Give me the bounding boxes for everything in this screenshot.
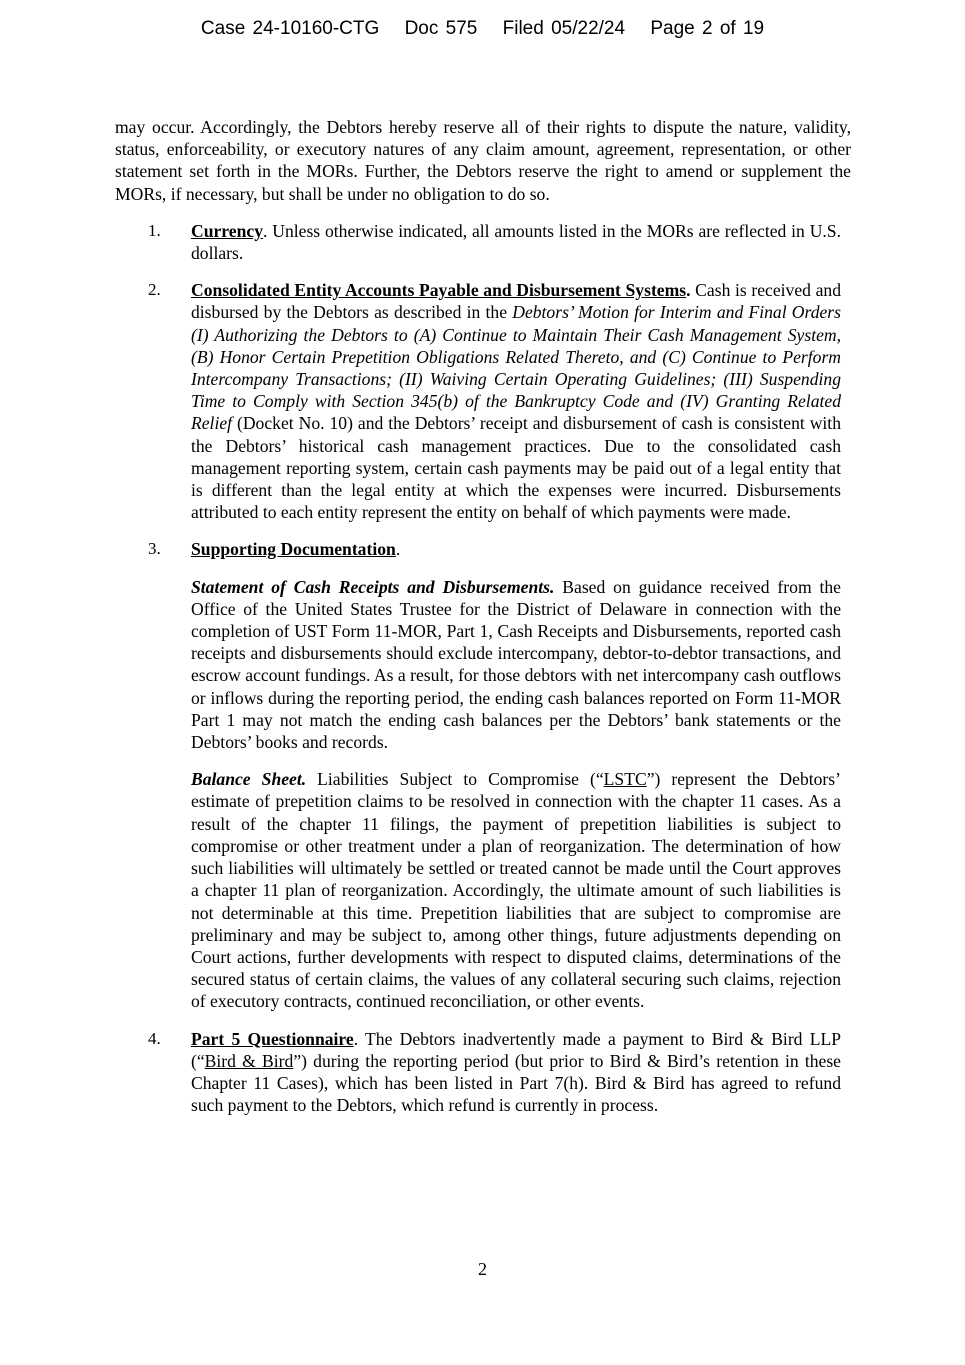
item-paragraph: [191, 1028, 841, 1117]
item-number: 1.: [148, 220, 161, 240]
item-heading: Supporting Documentation: [191, 539, 396, 560]
item-number: 4.: [148, 1028, 161, 1048]
cash-receipts-paragraph: [191, 576, 841, 754]
subsection-lead: Statement of Cash Receipts and Disbursements.: [191, 576, 555, 597]
doc-number: Doc 575: [404, 18, 478, 39]
intro-paragraph: may occur. Accordingly, the Debtors hereby reserve all of their rights to dispute the nature, validity, status, enforceability, or executory natures of any claim amount, agreement, representation, or other statement set forth in the MORs. Further, the Debtors reserve the right to amend or supplement the MORs, if necessary, but shall be under no obligation to do so.: [115, 117, 851, 204]
item-paragraph: [191, 279, 841, 523]
item-heading: Part 5 Questionnaire: [191, 1028, 354, 1049]
balance-sheet-paragraph: [191, 768, 841, 1012]
heading-period: .: [686, 280, 691, 301]
page-number: 2: [478, 1259, 487, 1279]
list-item-accounts-payable: [115, 279, 841, 523]
motion-title: Debtors’ Motion for Interim and Final Orders (I) Authorizing the Debtors to (A) Continue to Maintain Their Cash Management System, (B) Honor Certain Prepetition Obligations Related Thereto, and (C) Continue to Perform Intercompany Transactions; (II) Waiving Certain Operating Guidelines; (III) Suspending Time to Comply with Section 345(b) of the Bankruptcy Code and (IV) Granting Related Relief: [191, 302, 841, 434]
defined-term-bird-bird: Bird & Bird: [204, 1050, 294, 1071]
item-text: Cash is received and disbursed by the Debtors as described in the: [191, 280, 842, 323]
page-indicator: Page 2 of 19: [650, 18, 765, 39]
item-heading: Consolidated Entity Accounts Payable and Disbursement Systems: [191, 280, 687, 301]
filed-date: Filed 05/22/24: [502, 18, 626, 39]
case-number: Case 24-10160-CTG: [200, 18, 380, 39]
document-body: [115, 116, 851, 1131]
list-item-currency: [115, 220, 841, 264]
list-item-questionnaire: [115, 1028, 841, 1117]
item-text: . Unless otherwise indicated, all amounts listed in the MORs are reflected in U.S. dollars.: [191, 220, 841, 264]
subsection-lead: Balance Sheet.: [191, 769, 307, 790]
subsection-text: ”) represent the Debtors’ estimate of prepetition claims to be resolved in connection with the chapter 11 cases. As a result of the chapter 11 filings, the payment of prepetition liabilities is subject to compromise or other treatment under a plan of reorganization. The determination of how such liabilities will ultimately be settled or treated cannot be made until the Court approves a chapter 11 plan of reorganization. Accordingly, the ultimate amount of such liabilities is not determinable at this time. Prepetition liabilities that are subject to compromise are preliminary and may be subject to, among other things, future adjustments depending on Court actions, further developments with respect to disputed claims, determinations of the secured status of certain claims, the values of any collateral securing such claims, rejection of executory contracts, continued reconciliation, or other events.: [191, 769, 841, 1012]
subsection-text: Liabilities Subject to Compromise (“: [306, 769, 604, 790]
item-paragraph: [191, 220, 841, 264]
item-text: (Docket No. 10) and the Debtors’ receipt and disbursement of cash is consistent with the Debtors’ historical cash management practices. Due to the consolidated cash management reporting system, certain cash payments may be paid out of a legal entity that is different than the legal entity at which the expenses were incurred. Disbursements attributed to each entity represent the entity on behalf of which payments were made.: [191, 413, 841, 523]
item-paragraph: [191, 538, 841, 560]
case-header: [0, 18, 965, 40]
item-text: .: [395, 539, 401, 560]
item-number: 3.: [148, 539, 161, 559]
item-text: . The Debtors inadvertently made a payment to Bird & Bird LLP (“: [191, 1028, 841, 1071]
subsection-text: Based on guidance received from the Office of the United States Trustee for the District of Delaware in connection with the completion of UST Form 11-MOR, Part 1, Cash Receipts and Disbursements, reported cash receipts and disbursements should exclude intercompany, debtor-to-debtor transactions, and escrow account fundings. As a result, for those debtors with net intercompany cash outflows or inflows during the reporting period, the ending cash balances reported on Form 11-MOR Part 1 may not match the ending cash balances per the Debtors’ bank statements or the Debtors’ books and records.: [191, 576, 841, 753]
item-number: 2.: [148, 280, 161, 300]
defined-term-lstc: LSTC: [603, 769, 647, 790]
item-heading: Currency: [191, 220, 263, 241]
list-item-supporting-documentation: [115, 538, 841, 1012]
item-text: ”) during the reporting period (but prior to Bird & Bird’s retention in these Chapter 11 Cases), which has been listed in Part 7(h). Bird & Bird has agreed to refund such payment to the Debtors, which refund is currently in process.: [191, 1050, 841, 1116]
